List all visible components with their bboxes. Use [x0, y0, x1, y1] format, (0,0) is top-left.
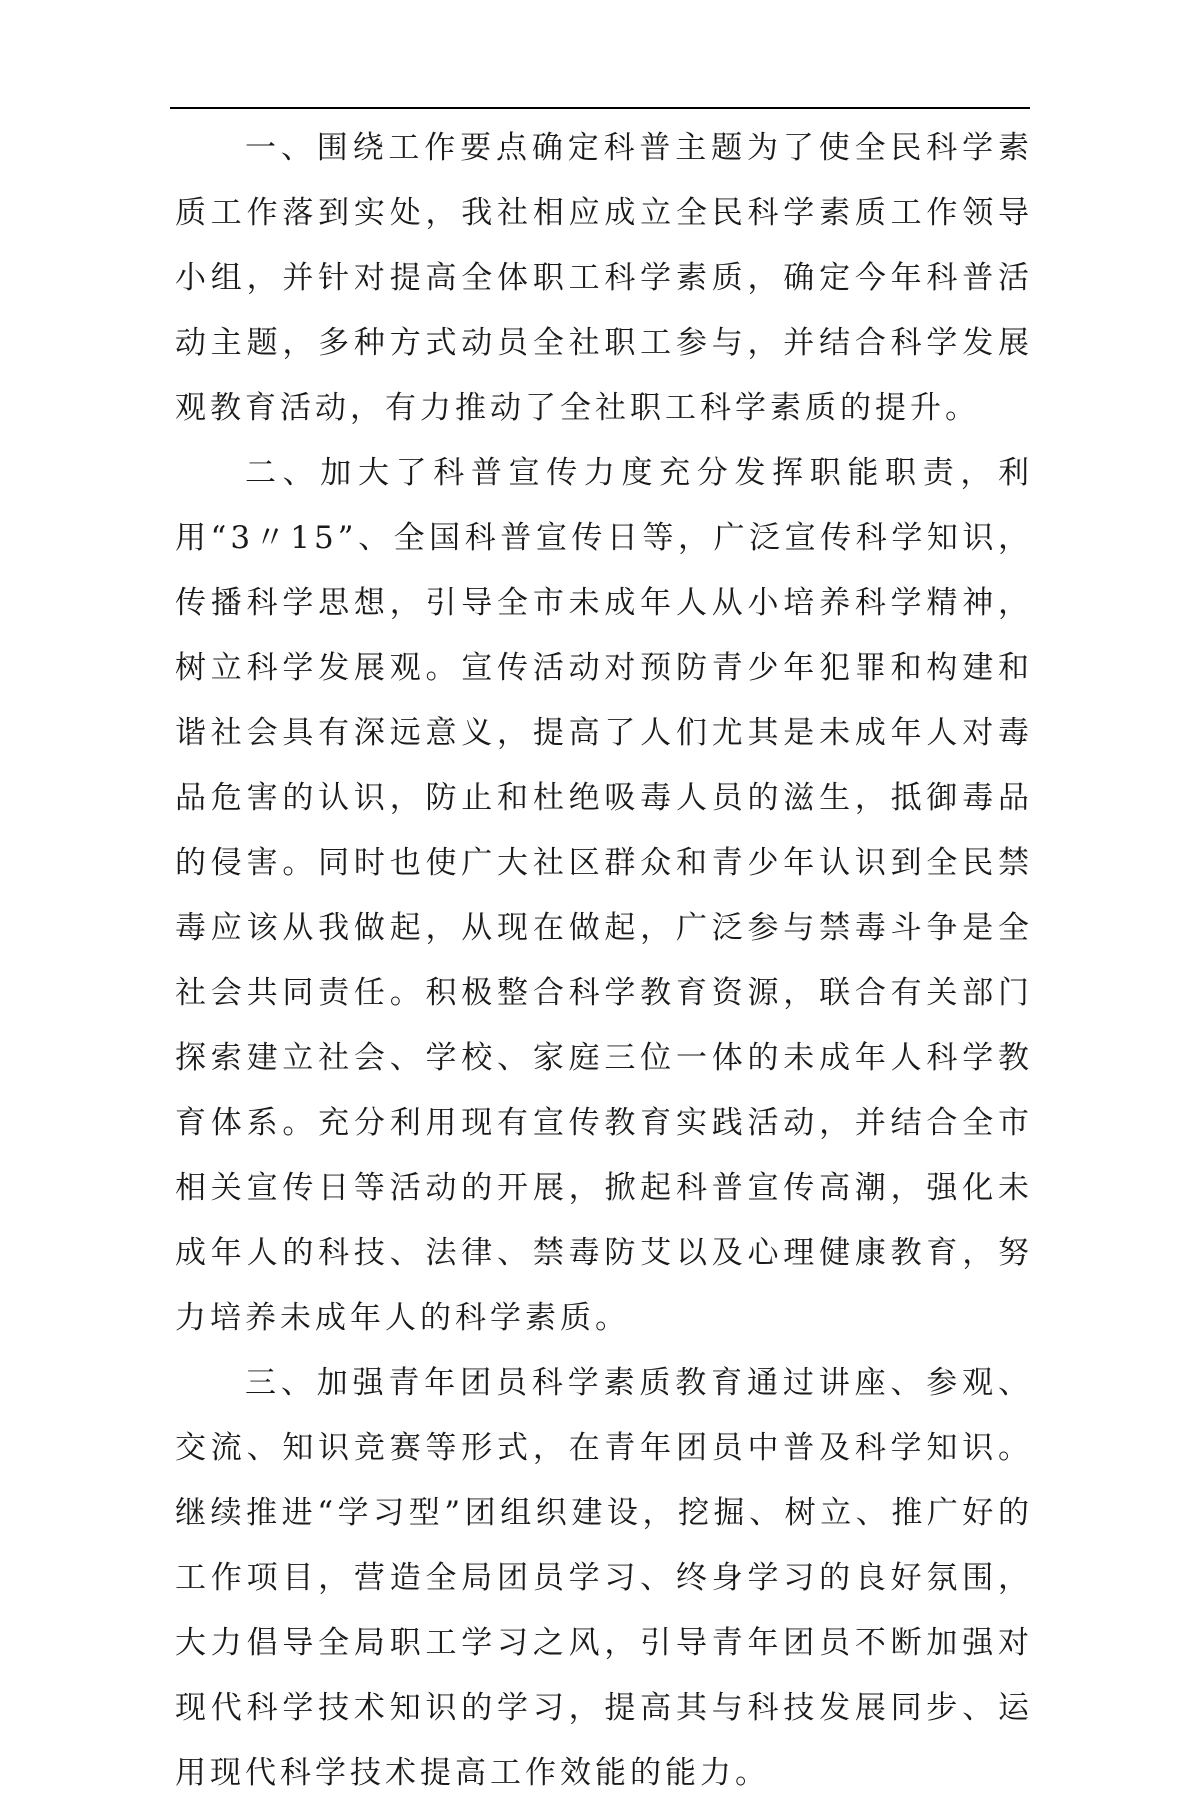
paragraph-3: 三、加强青年团员科学素质教育通过讲座、参观、交流、知识竞赛等形式，在青年团员中普及科学知识。继续推进“学习型”团组织建设，挖掘、树立、推广好的工作项目，营造全局团员学习、终身学习的良好氛围，大力倡导全局职工学习之风，引导青年团员不断加强对现代科学技术知识的学习，提高其与科技发展同步、运用现代科学技术提高工作效能的能力。 [175, 1365, 1033, 1791]
paragraph-2: 二、加大了科普宣传力度充分发挥职能职责，利用“3〃15”、全国科普宣传日等，广泛宣传科学知识，传播科学思想，引导全市未成年人从小培养科学精神，树立科学发展观。宣传活动对预防青少年犯罪和构建和谐社会具有深远意义，提高了人们尤其是未成年人对毒品危害的认识，防止和杜绝吸毒人员的滋生，抵御毒品的侵害。同时也使广大社区群众和青少年认识到全民禁毒应该从我做起，从现在做起，广泛参与禁毒斗争是全社会共同责任。积极整合科学教育资源，联合有关部门探索建立社会、学校、家庭三位一体的未成年人科学教育体系。充分利用现有宣传教育实践活动，并结合全市相关宣传日等活动的开展，掀起科普宣传高潮，强化未成年人的科技、法律、禁毒防艾以及心理健康教育，努力培养未成年人的科学素质。 [175, 455, 1033, 1336]
paragraph-1: 一、围绕工作要点确定科普主题为了使全民科学素质工作落到实处，我社相应成立全民科学素质工作领导小组，并针对提高全体职工科学素质，确定今年科普活动主题，多种方式动员全社职工参与，并结合科学发展观教育活动，有力推动了全社职工科学素质的提升。 [175, 130, 1033, 426]
header-divider [170, 107, 1030, 109]
document-body [175, 116, 1033, 1806]
